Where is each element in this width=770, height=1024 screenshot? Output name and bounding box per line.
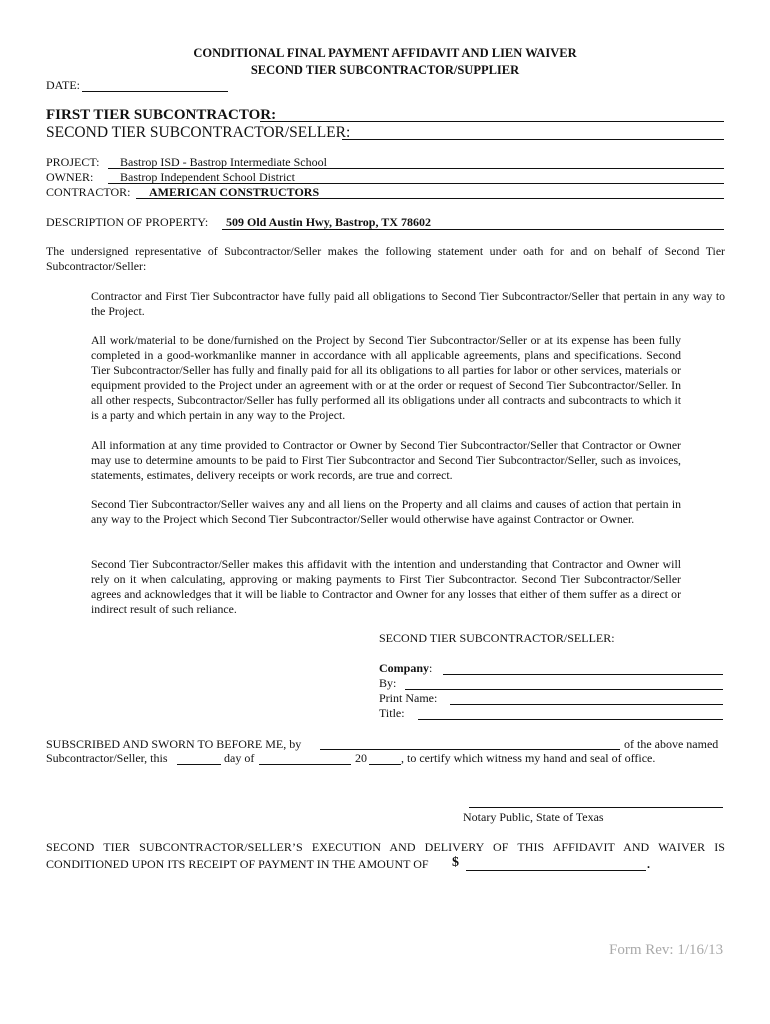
- contractor-label: CONTRACTOR:: [46, 185, 131, 199]
- sworn-day-field[interactable]: [177, 764, 221, 765]
- sworn-suffix: of the above named: [624, 737, 719, 751]
- payment-amount-field[interactable]: [466, 870, 646, 871]
- notary-label: Notary Public, State of Texas: [463, 810, 604, 824]
- closing-line2: CONDITIONED UPON ITS RECEIPT OF PAYMENT IN THE AMOUNT OF: [46, 857, 429, 871]
- sworn-prefix: SUBSCRIBED AND SWORN TO BEFORE ME, by: [46, 737, 302, 751]
- by-field[interactable]: [405, 689, 723, 690]
- first-tier-label: FIRST TIER SUBCONTRACTOR:: [46, 107, 277, 123]
- by-label: By:: [379, 676, 397, 690]
- owner-label: OWNER:: [46, 170, 94, 184]
- company-label: Company:: [379, 661, 433, 675]
- date-label: DATE:: [46, 78, 80, 92]
- print-name-label: Print Name:: [379, 691, 438, 705]
- form-revision: Form Rev: 1/16/13: [609, 942, 724, 958]
- title-field[interactable]: [418, 719, 723, 720]
- title-label: Title:: [379, 706, 405, 720]
- project-field[interactable]: [108, 168, 724, 169]
- sworn-month-field[interactable]: [259, 764, 351, 765]
- property-field[interactable]: [222, 229, 724, 230]
- closing-period: .: [647, 857, 650, 871]
- print-name-field[interactable]: [450, 704, 723, 705]
- signature-heading: SECOND TIER SUBCONTRACTOR/SELLER:: [379, 631, 615, 645]
- paragraph-waiver: Second Tier Subcontractor/Seller waives any and all liens on the Property and all claims and causes of action that pertain in any way to the Project which Second Tier Subcontractor/Seller would otherwise have against Contractor or Owner.: [91, 497, 681, 526]
- property-label: DESCRIPTION OF PROPERTY:: [46, 215, 209, 229]
- sworn-by-field[interactable]: [320, 749, 620, 750]
- contractor-field[interactable]: [136, 198, 724, 199]
- sworn-line2-d: , to certify which witness my hand and seal of office.: [401, 751, 656, 765]
- sworn-line2-c: 20: [355, 751, 367, 765]
- paragraph-work-completed: All work/material to be done/furnished on the Project by Second Tier Subcontractor/Seller or at its expense has been fully completed in a good-workmanlike manner in accordance with all applicable agreements, plans and specifications. Second Tier Subcontractor/Seller has fully and finally paid for all its obligations to all parties for labor or other services, materials or equipment provided to the Project under an agreement with or at the order or request of Second Tier Subcontractor/Seller. In all other respects, Subcontractor/Seller has fully performed all its obligations under all contracts and subcontracts to which it is a party and which pertain in any way to the Project.: [91, 333, 681, 422]
- contractor-value: AMERICAN CONSTRUCTORS: [149, 185, 320, 199]
- owner-value: Bastrop Independent School District: [120, 170, 295, 184]
- date-field[interactable]: [82, 91, 228, 92]
- intro-paragraph: The undersigned representative of Subcontractor/Seller makes the following statement under oath for and on behalf of Second Tier Subcontractor/Seller:: [46, 244, 725, 273]
- sworn-year-field[interactable]: [369, 764, 401, 765]
- project-label: PROJECT:: [46, 155, 100, 169]
- sworn-line2-a: Subcontractor/Seller, this: [46, 751, 168, 765]
- document-subtitle: SECOND TIER SUBCONTRACTOR/SUPPLIER: [250, 63, 520, 77]
- paragraph-reliance: Second Tier Subcontractor/Seller makes this affidavit with the intention and understanding that Contractor and Owner will rely on it when calculating, approving or making payments to First Tier Subcontractor. Second Tier Subcontractor/Seller agrees and acknowledges that it will be liable to Contractor and Owner for any losses that either of them suffer as a direct or indirect result of such reliance.: [91, 557, 681, 616]
- owner-field[interactable]: [108, 183, 724, 184]
- paragraph-paid: Contractor and First Tier Subcontractor have fully paid all obligations to Second Tier Subcontractor/Seller that pertain in any way to the Project.: [91, 289, 725, 318]
- project-value: Bastrop ISD - Bastrop Intermediate School: [120, 155, 327, 169]
- paragraph-information: All information at any time provided to Contractor or Owner by Second Tier Subcontractor/Seller that Contractor or Owner may use to determine amounts to be paid to First Tier Subcontractor and Second Tier Subcontractor/Seller, such as invoices, statements, estimates, delivery receipts or work records, are true and correct.: [91, 438, 681, 482]
- notary-signature-field[interactable]: [469, 807, 723, 808]
- second-tier-label: SECOND TIER SUBCONTRACTOR/SELLER:: [46, 124, 351, 141]
- property-value: 509 Old Austin Hwy, Bastrop, TX 78602: [226, 215, 431, 229]
- dollar-sign: $: [452, 855, 459, 870]
- first-tier-field[interactable]: [260, 121, 724, 122]
- closing-line1: SECOND TIER SUBCONTRACTOR/SELLER’S EXECUTION AND DELIVERY OF THIS AFFIDAVIT AND WAIVER IS: [46, 840, 725, 854]
- second-tier-field[interactable]: [342, 139, 724, 140]
- company-field[interactable]: [443, 674, 723, 675]
- sworn-line2-b: day of: [224, 751, 255, 765]
- document-title: CONDITIONAL FINAL PAYMENT AFFIDAVIT AND LIEN WAIVER: [193, 46, 577, 60]
